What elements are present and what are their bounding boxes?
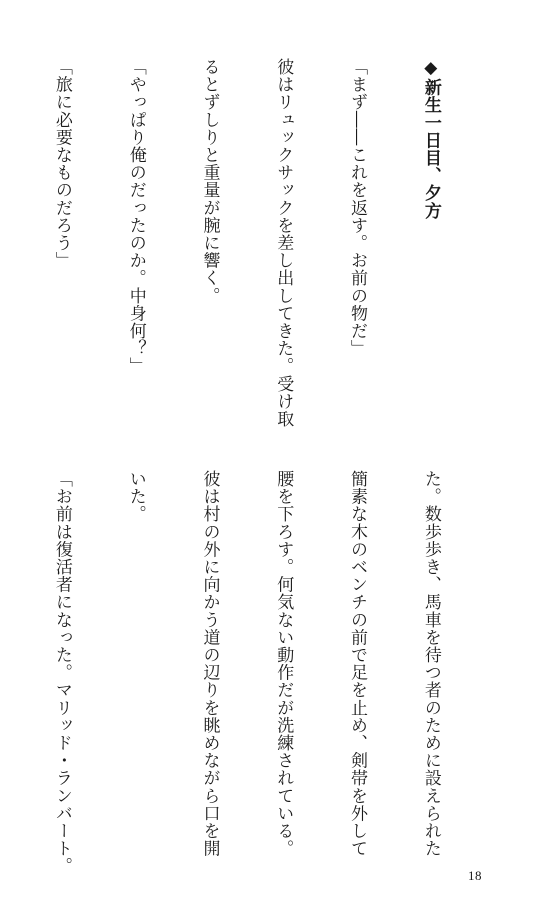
upper-text-block — [0, 58, 492, 438]
text-line: 腰を下ろす。何気ない動作だが洗練されている。 — [273, 470, 294, 858]
text-line: 「やっぱり俺のだったのか。中身何？」 — [125, 58, 146, 375]
text-line: 「旅に必要なものだろう」 — [51, 58, 72, 270]
text-line: 簡素な木のベンチの前で足を止め、剣帯を外して — [347, 470, 368, 858]
text-line: た。数歩歩き、馬車を待つ者のために設えられた — [420, 470, 441, 858]
text-line: 「まず――これを返す。お前の物だ」 — [347, 58, 368, 358]
text-line: 「お前は復活者になった。マリッド・ランバート。 — [51, 470, 72, 875]
text-line: 彼はリュックサックを差し出してきた。受け取 — [273, 58, 294, 428]
page-number: 18 — [468, 868, 482, 883]
text-line: いた。 — [125, 470, 146, 523]
text-line: るとずしりと重量が腕に響く。 — [199, 58, 220, 305]
lower-text-block — [0, 470, 492, 875]
section-heading: ◆新生一日目、夕方 — [420, 58, 441, 220]
text-line: 彼は村の外に向かう道の辺りを眺めながら口を開 — [199, 470, 220, 858]
